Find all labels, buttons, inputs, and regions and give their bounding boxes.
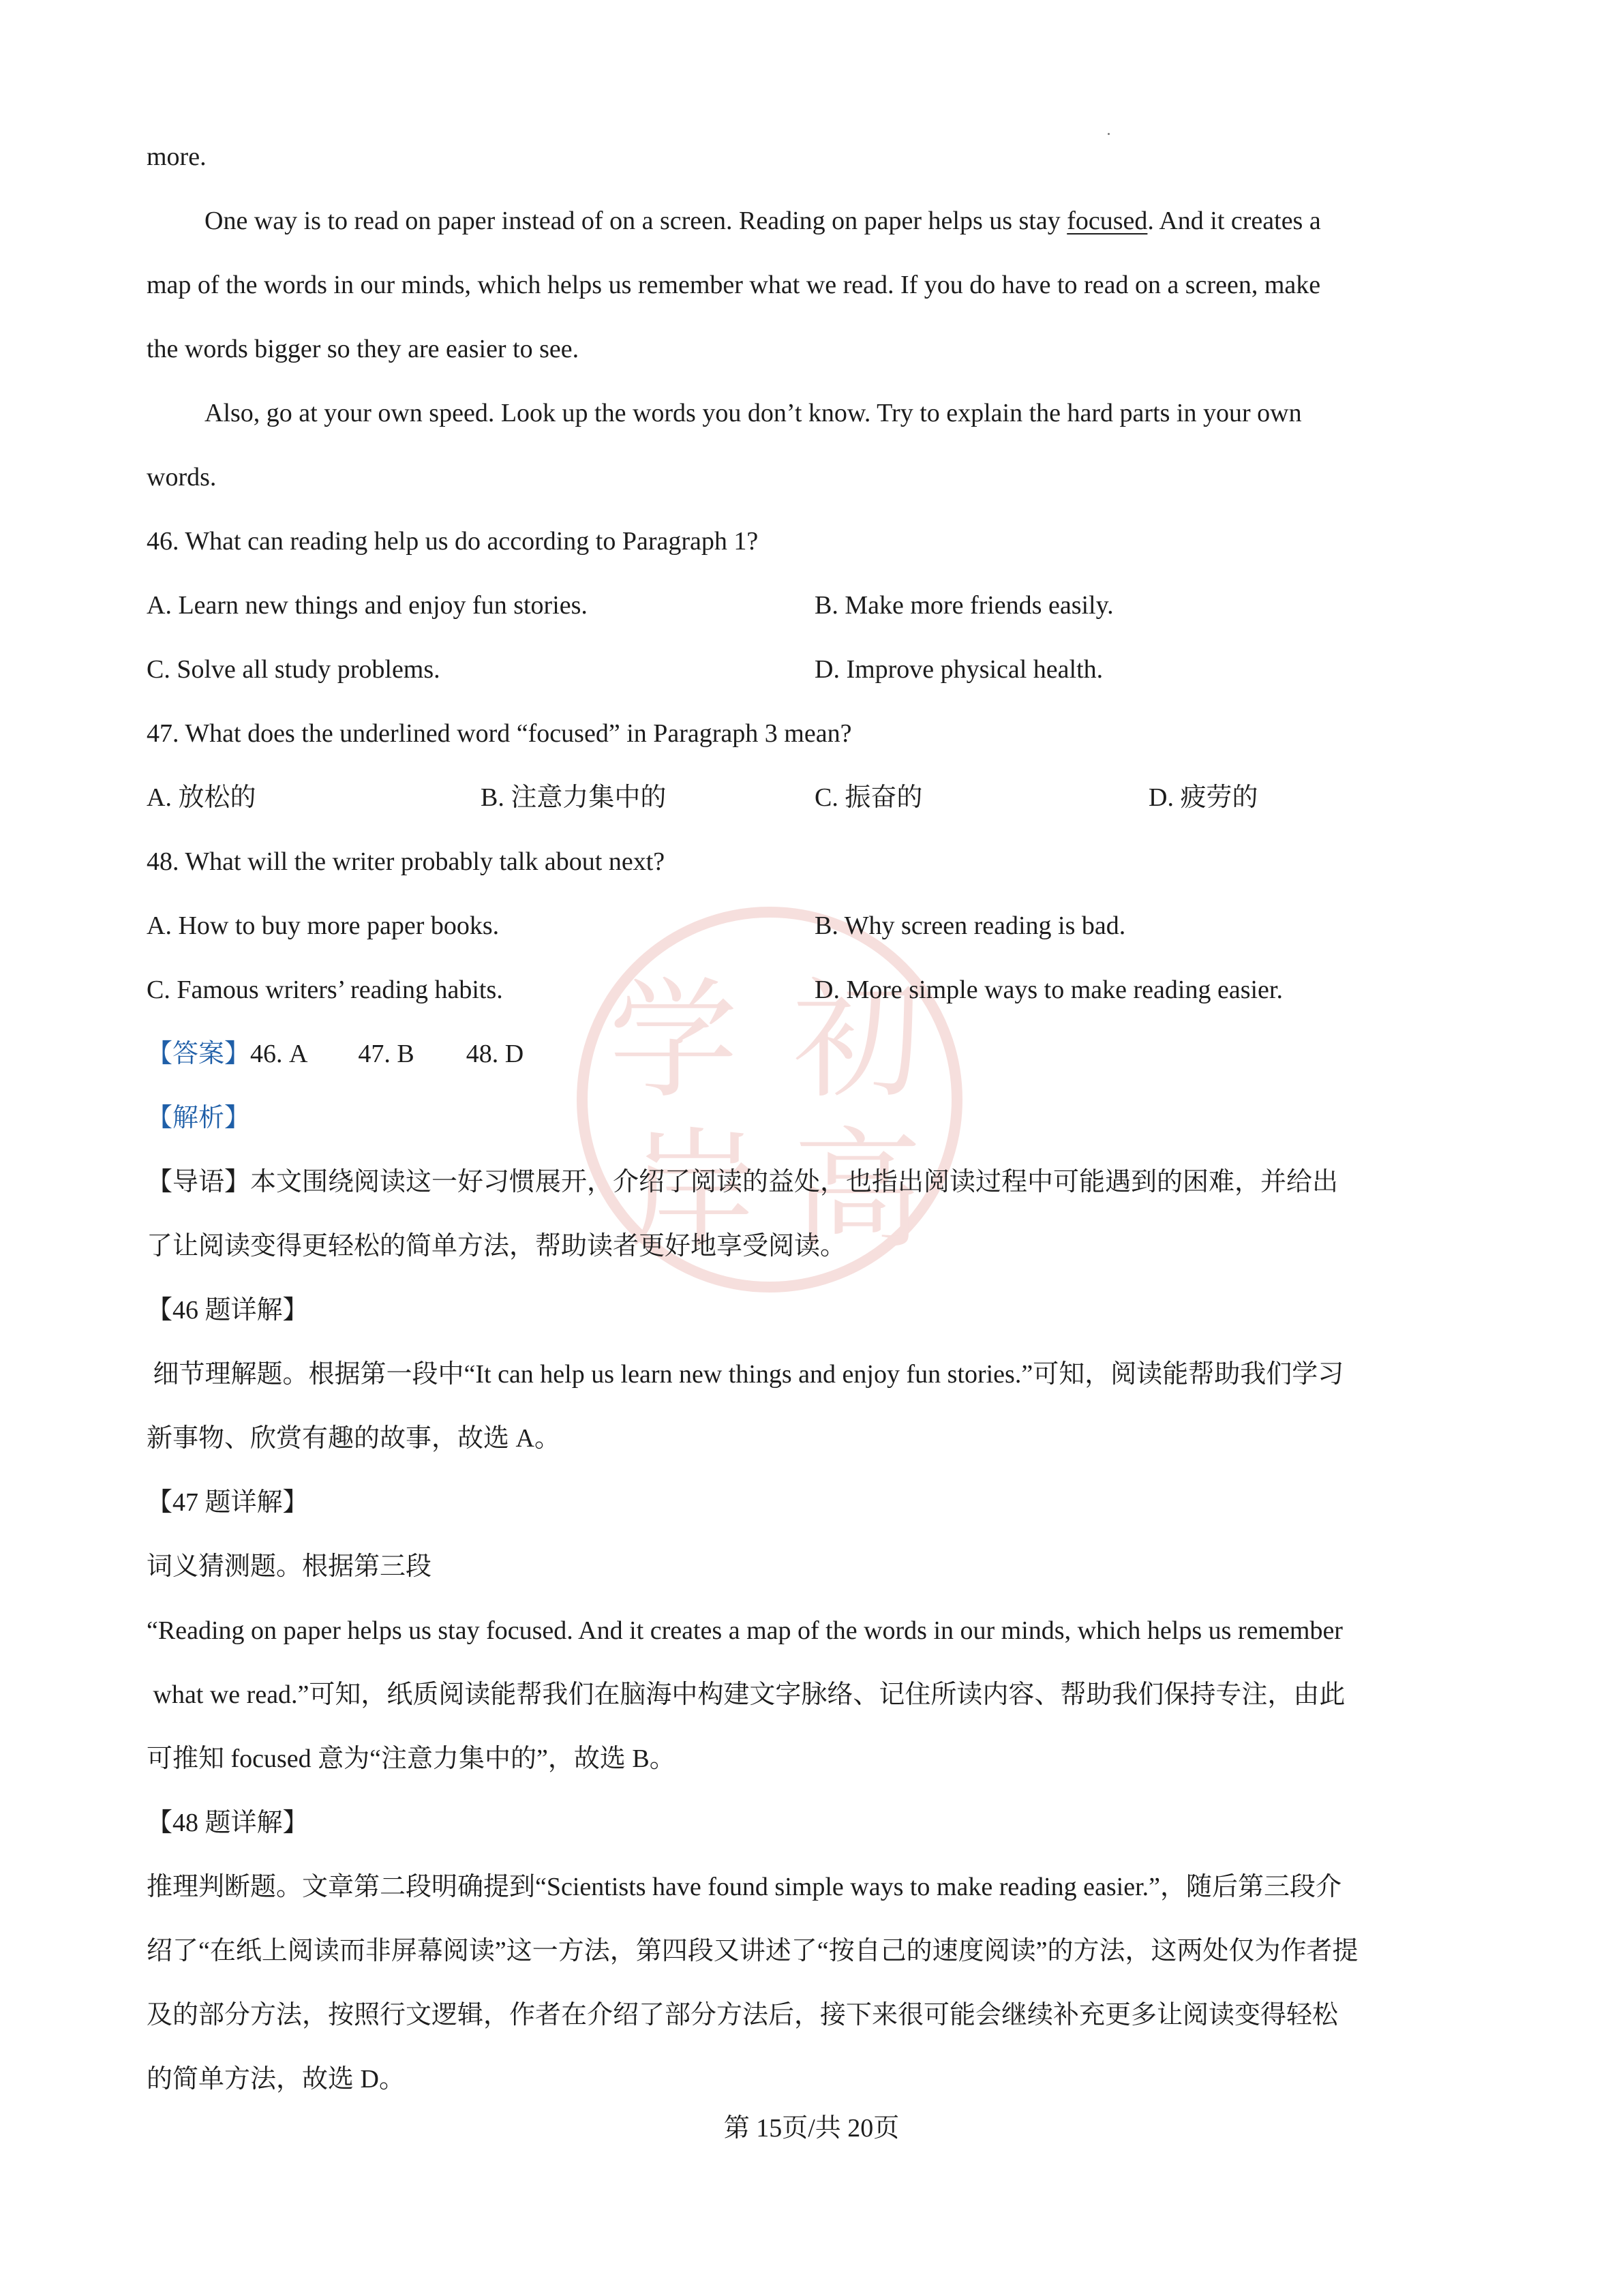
detail-48-line: 推理判断题。文章第二段明确提到“Scientists have found simple ways to make reading easier.”，随后第三段介 bbox=[147, 1873, 1342, 1901]
passage-line: the words bigger so they are easier to see. bbox=[147, 335, 579, 363]
option-47-c: C. 振奋的 bbox=[815, 783, 923, 812]
guide-line: 了让阅读变得更轻松的简单方法，帮助读者更好地享受阅读。 bbox=[147, 1232, 847, 1260]
detail-46-line: 新事物、欣赏有趣的故事，故选 A。 bbox=[147, 1424, 560, 1453]
question-47-stem: 47. What does the underlined word “focused” in Paragraph 3 mean? bbox=[147, 719, 852, 748]
answer-text: 46. A 47. B 48. D bbox=[250, 1040, 524, 1068]
page-number: 第 15页/共 20页 bbox=[723, 2114, 900, 2143]
option-47-d: D. 疲劳的 bbox=[1149, 783, 1258, 812]
option-48-b: B. Why screen reading is bad. bbox=[815, 911, 1126, 940]
option-47-a: A. 放松的 bbox=[147, 783, 256, 812]
detail-47-line: 可推知 focused 意为“注意力集中的”，故选 B。 bbox=[147, 1744, 676, 1773]
detail-48-line: 的简单方法，故选 D。 bbox=[147, 2065, 405, 2094]
answer-label: 【答案】 bbox=[147, 1040, 251, 1068]
question-46-options-row bbox=[147, 653, 1104, 686]
svg-text:初: 初 bbox=[792, 965, 923, 1116]
detail-47-line: “Reading on paper helps us stay focused. And it creates a map of the words in our minds, which helps us remember bbox=[147, 1616, 1343, 1645]
svg-text:岸: 岸 bbox=[628, 1115, 759, 1266]
option-46-b: B. Make more friends easily. bbox=[815, 591, 1114, 620]
passage-line: map of the words in our minds, which helps us remember what we read. If you do have to read on a screen, make bbox=[147, 271, 1321, 299]
scan-speck bbox=[1108, 133, 1110, 135]
detail-47-title: 【47 题详解】 bbox=[147, 1488, 309, 1517]
svg-text:高: 高 bbox=[792, 1115, 923, 1266]
option-46-d: D. Improve physical health. bbox=[815, 655, 1104, 684]
passage-paragraph-4: Also, go at your own speed. Look up the words you don’t know. Try to explain the hard parts in your own bbox=[204, 399, 1302, 427]
question-46-stem: 46. What can reading help us do according to Paragraph 1? bbox=[147, 527, 759, 556]
option-48-a: A. How to buy more paper books. bbox=[147, 911, 500, 940]
question-48-stem: 48. What will the writer probably talk about next? bbox=[147, 847, 665, 876]
guide-line: 【导语】本文围绕阅读这一好习惯展开，介绍了阅读的益处，也指出阅读过程中可能遇到的困难，并给出 bbox=[147, 1168, 1339, 1196]
option-47-b: B. 注意力集中的 bbox=[481, 783, 667, 812]
detail-46-line: 细节理解题。根据第一段中“It can help us learn new things and enjoy fun stories.”可知，阅读能帮助我们学习 bbox=[147, 1360, 1344, 1389]
option-48-c: C. Famous writers’ reading habits. bbox=[147, 976, 503, 1004]
passage-line: more. bbox=[147, 142, 207, 171]
detail-48-line: 及的部分方法，按照行文逻辑，作者在介绍了部分方法后，接下来很可能会继续补充更多让阅读变得轻松 bbox=[147, 2001, 1339, 2029]
detail-48-line: 绍了“在纸上阅读而非屏幕阅读”这一方法，第四段又讲述了“按自己的速度阅读”的方法，这两处仅为作者提 bbox=[147, 1937, 1359, 1965]
passage-paragraph-3: One way is to read on paper instead of on a screen. Reading on paper helps us stay focused. And it creates a bbox=[204, 207, 1321, 235]
detail-46-title: 【46 题详解】 bbox=[147, 1296, 309, 1325]
option-48-d: D. More simple ways to make reading easier. bbox=[815, 976, 1283, 1004]
svg-text:学: 学 bbox=[608, 965, 739, 1116]
question-48-options-row bbox=[147, 973, 1283, 1006]
answer-line bbox=[147, 1038, 524, 1070]
analysis-label: 【解析】 bbox=[147, 1104, 251, 1132]
detail-47-line: what we read.”可知，纸质阅读能帮我们在脑海中构建文字脉络、记住所读内容、帮助我们保持专注，由此 bbox=[147, 1680, 1346, 1709]
detail-47-line: 词义猜测题。根据第三段 bbox=[147, 1552, 432, 1581]
question-46-options-row bbox=[147, 589, 1114, 622]
underlined-word: focused bbox=[1067, 207, 1148, 235]
detail-48-title: 【48 题详解】 bbox=[147, 1809, 309, 1837]
option-46-a: A. Learn new things and enjoy fun stories. bbox=[147, 591, 588, 620]
option-46-c: C. Solve all study problems. bbox=[147, 655, 440, 684]
question-48-options-row bbox=[147, 909, 1126, 942]
passage-line: words. bbox=[147, 463, 217, 492]
